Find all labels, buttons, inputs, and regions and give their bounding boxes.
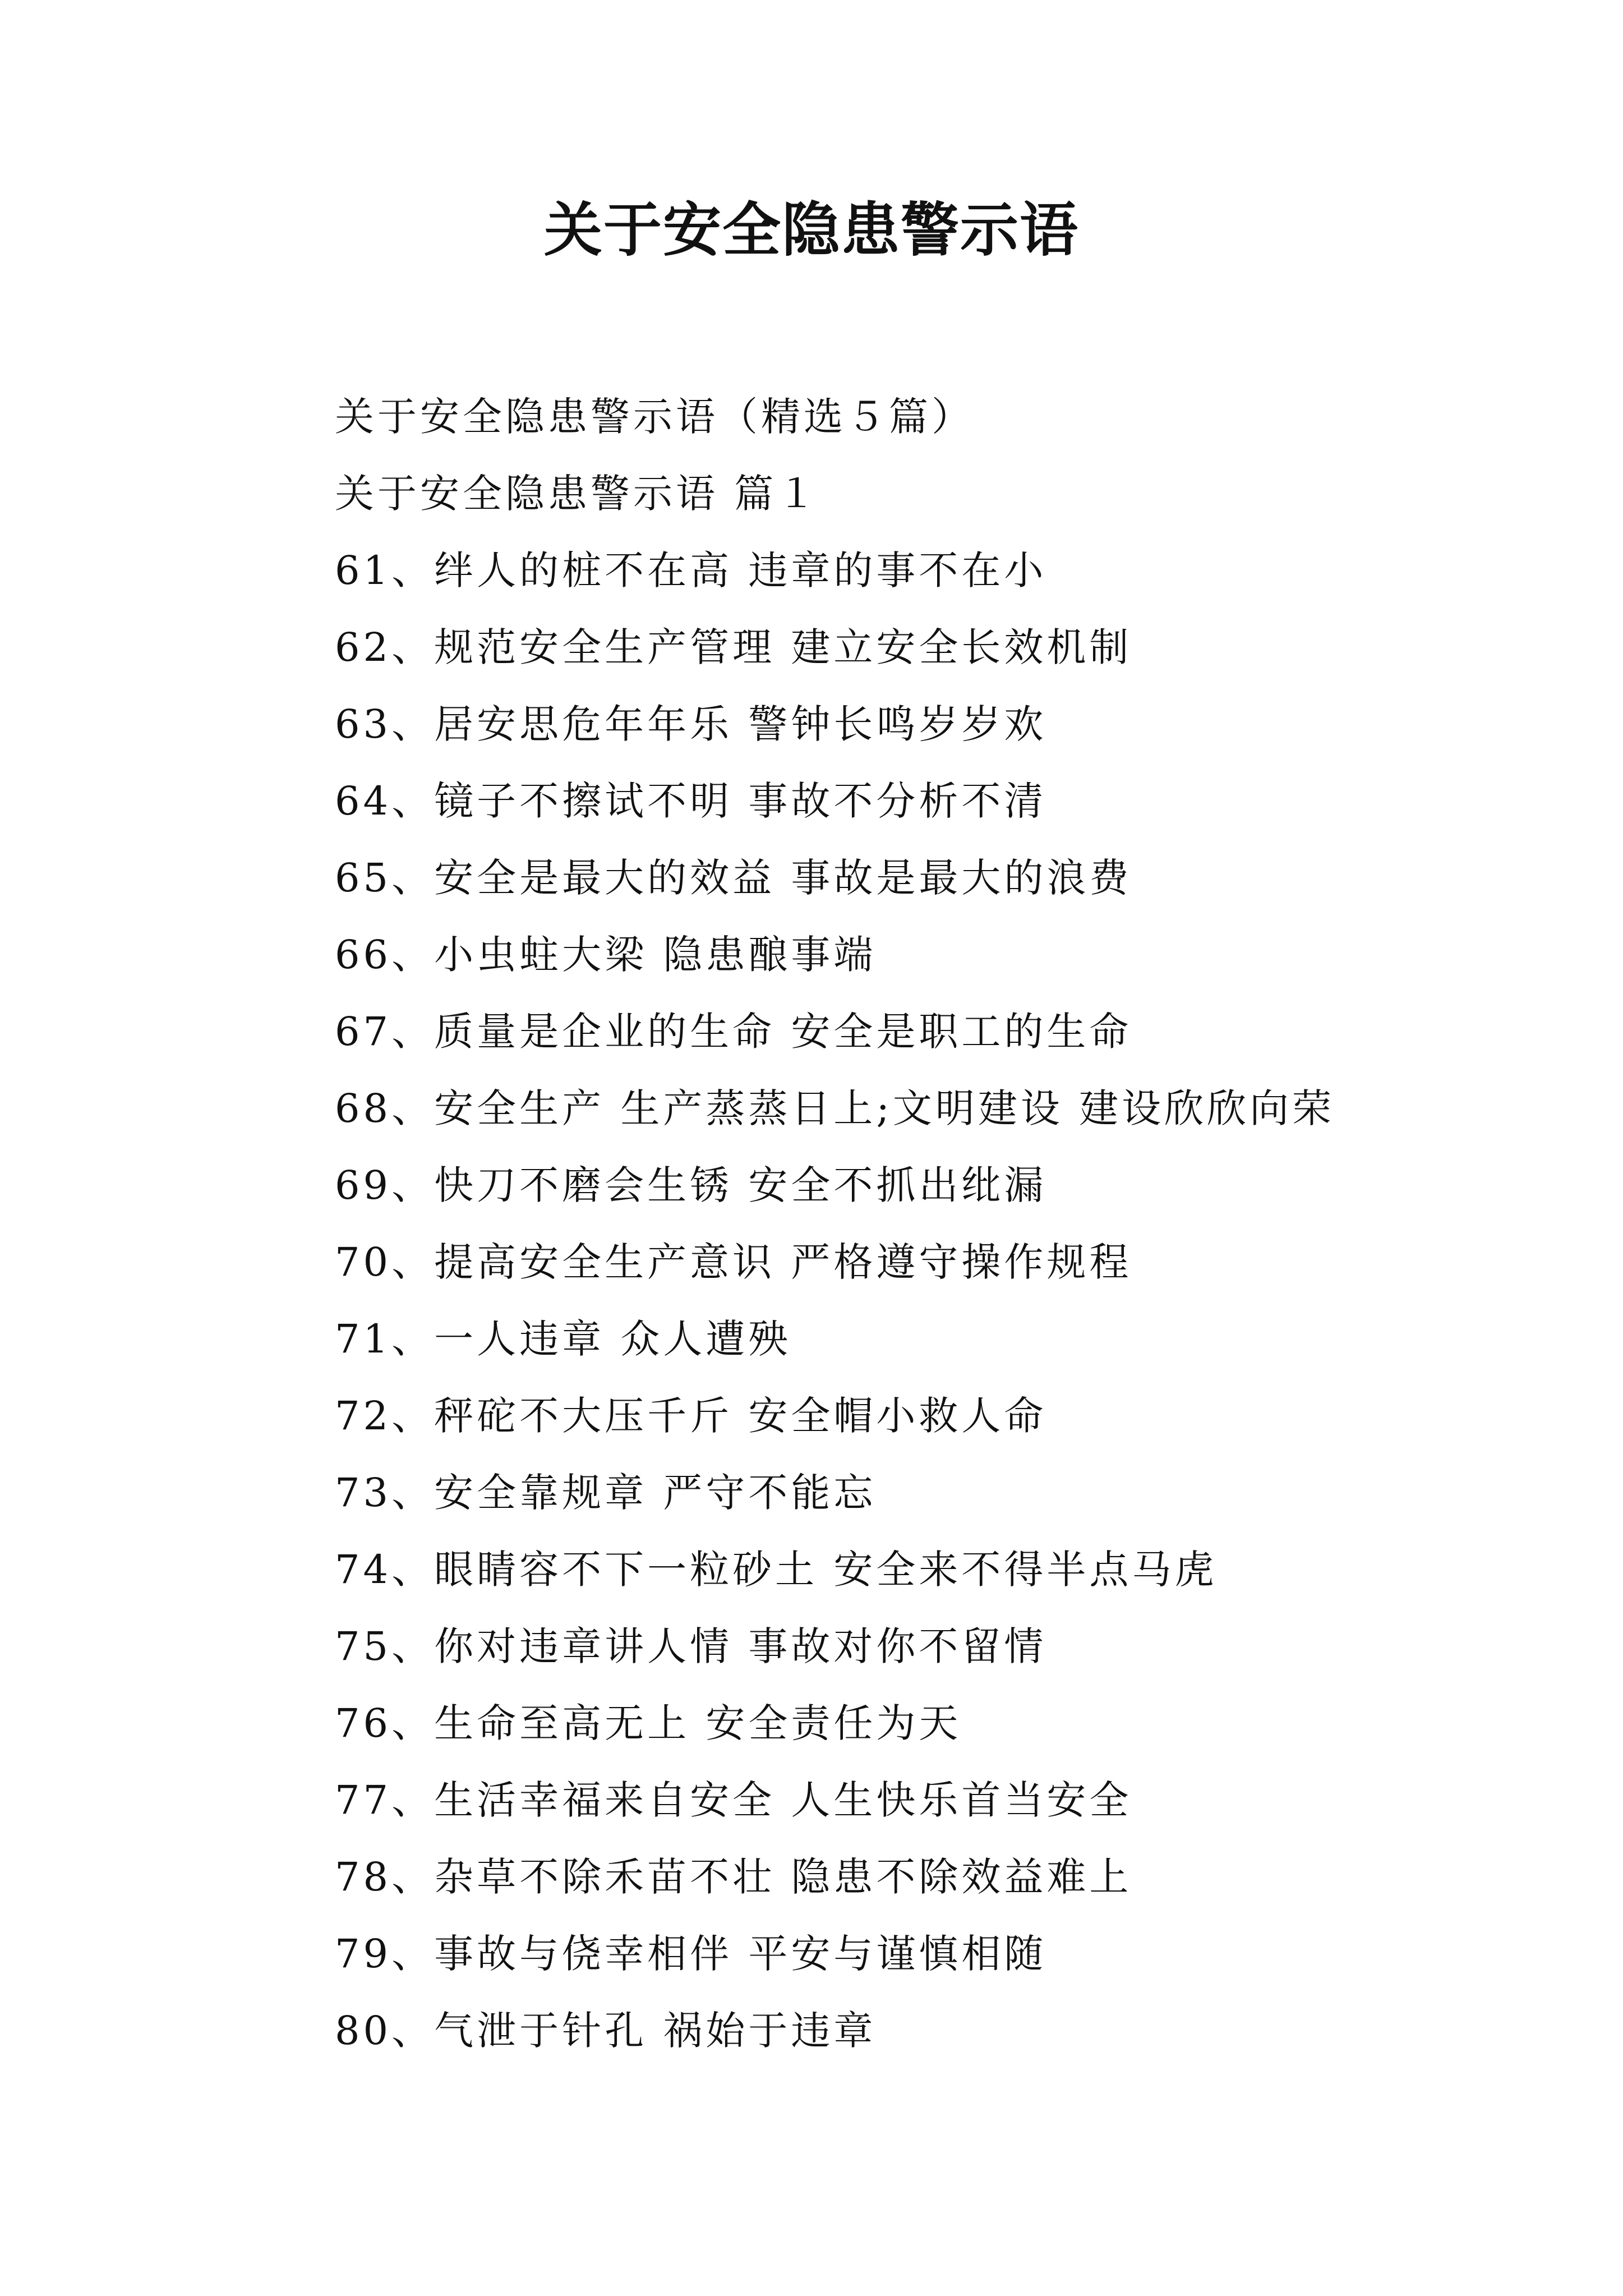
slogan-item: 80、气泄于针孔 祸始于违章 xyxy=(335,2008,877,2054)
document-body xyxy=(335,379,1513,2069)
slogan-item: 61、绊人的桩不在高 违章的事不在小 xyxy=(335,547,1047,593)
section-heading: 关于安全隐患警示语 篇１ xyxy=(335,471,820,517)
slogan-item: 79、事故与侥幸相伴 平安与谨慎相随 xyxy=(335,1931,1047,1977)
slogan-item: 74、眼睛容不下一粒砂土 安全来不得半点马虎 xyxy=(335,1547,1218,1593)
slogan-item: 68、安全生产 生产蒸蒸日上;文明建设 建设欣欣向荣 xyxy=(335,1085,1335,1131)
slogan-item: 64、镜子不擦试不明 事故不分析不清 xyxy=(335,778,1047,824)
slogan-item: 76、生命至高无上 安全责任为天 xyxy=(335,1700,962,1746)
document-subtitle: 关于安全隐患警示语（精选５篇） xyxy=(335,394,974,440)
slogan-item: 73、安全靠规章 严守不能忘 xyxy=(335,1470,877,1516)
slogan-item: 63、居安思危年年乐 警钟长鸣岁岁欢 xyxy=(335,701,1047,747)
slogan-item: 65、安全是最大的效益 事故是最大的浪费 xyxy=(335,855,1132,901)
slogan-item: 62、规范安全生产管理 建立安全长效机制 xyxy=(335,624,1132,670)
slogan-item: 72、秤砣不大压千斤 安全帽小救人命 xyxy=(335,1393,1047,1439)
slogan-item: 67、质量是企业的生命 安全是职工的生命 xyxy=(335,1009,1132,1055)
slogan-item: 70、提高安全生产意识 严格遵守操作规程 xyxy=(335,1239,1132,1285)
slogan-item: 66、小虫蛀大梁 隐患酿事端 xyxy=(335,932,877,978)
slogan-item: 77、生活幸福来自安全 人生快乐首当安全 xyxy=(335,1777,1132,1823)
slogan-item: 75、你对违章讲人情 事故对你不留情 xyxy=(335,1623,1047,1669)
document-title: 关于安全隐患警示语 xyxy=(543,196,1079,264)
slogan-item: 71、一人违章 众人遭殃 xyxy=(335,1316,791,1362)
slogan-item: 69、快刀不磨会生锈 安全不抓出纰漏 xyxy=(335,1162,1047,1208)
slogan-item: 78、杂草不除禾苗不壮 隐患不除效益难上 xyxy=(335,1854,1132,1900)
